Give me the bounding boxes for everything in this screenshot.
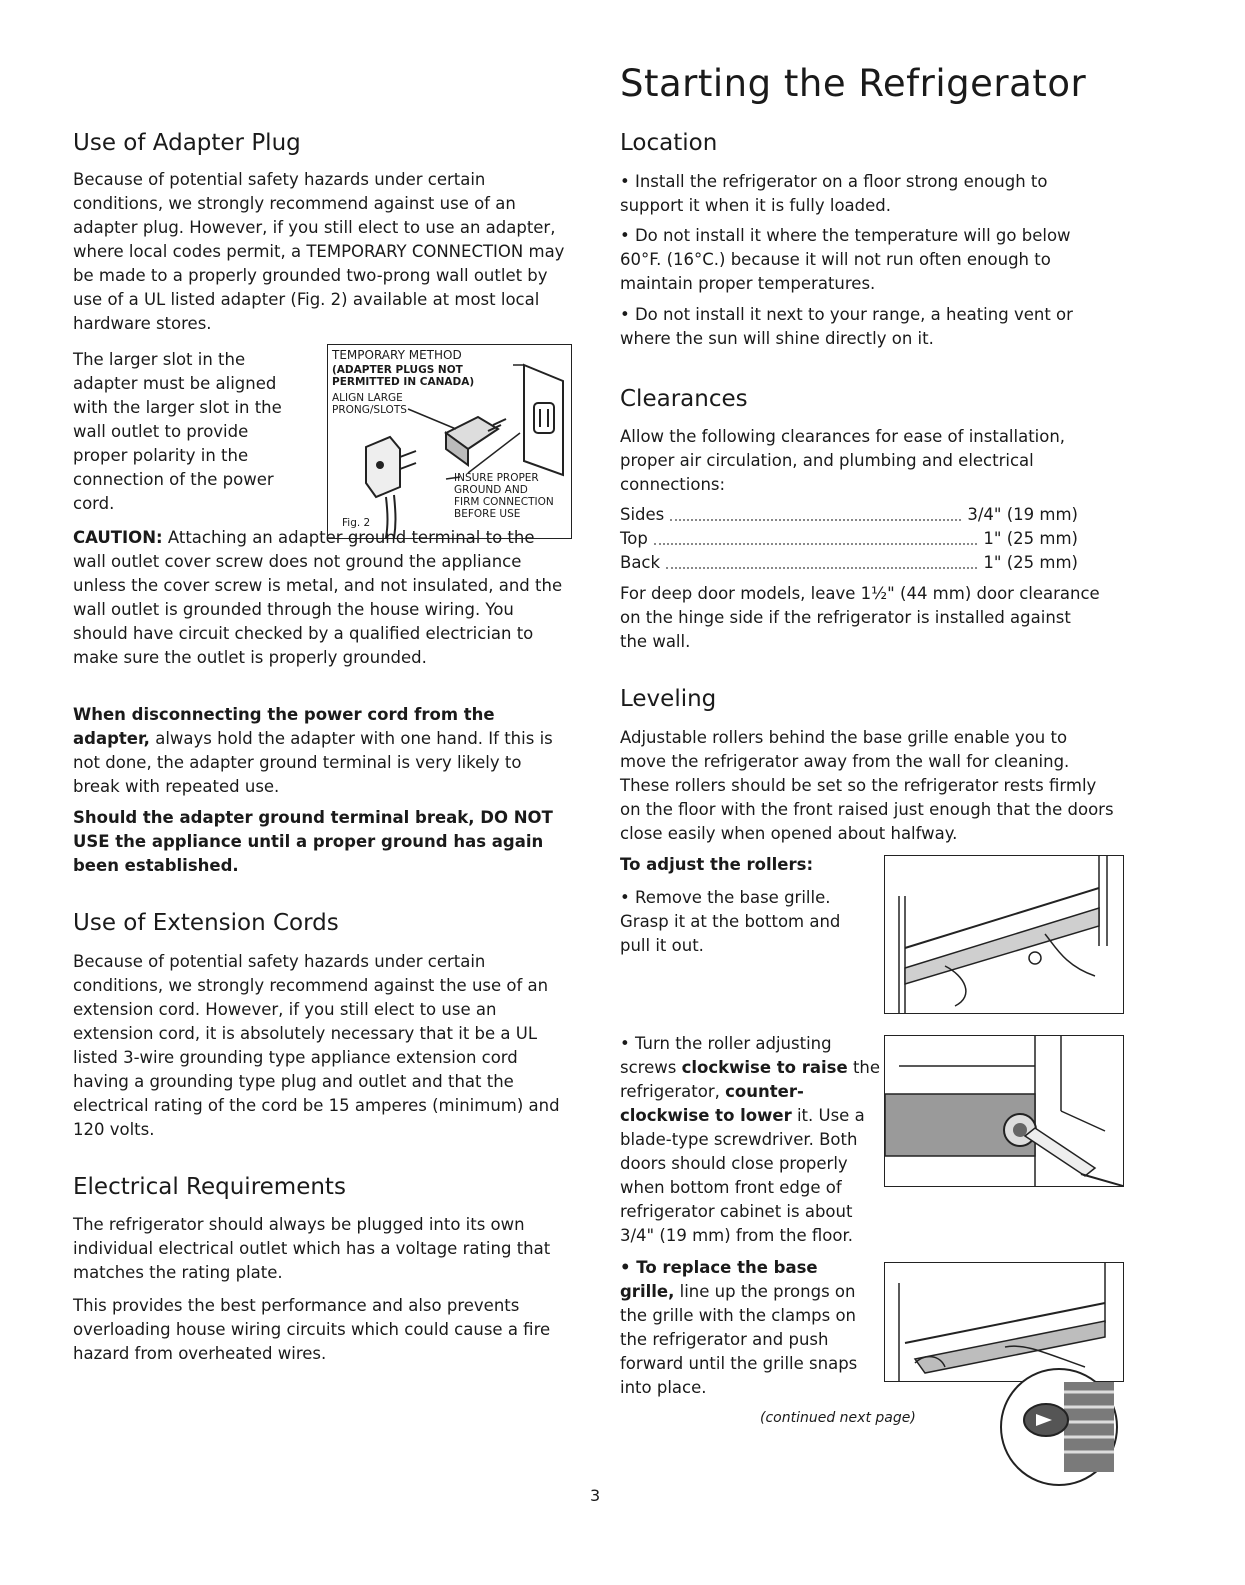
page-number: 3 <box>590 1486 601 1505</box>
extension-text: Because of potential safety hazards under certain conditions, we strongly recommend against the use of an extension cord. However, if you still elect to use an extension cord, it is absolutely necessary that it be a UL listed 3-wire grounding type appliance extension cord having a grounding type plug and outlet and that the electrical rating of the cord be 15 amperes (minimum) and 120 volts. <box>73 952 560 1139</box>
leveling-intro: Adjustable rollers behind the base grille enable you to move the refrigerator away from the wall for cleaning. These rollers should be set so the refrigerator rests firmly on the floor with the front raised just enough that the doors close easily when opened about halfway. <box>620 728 1114 843</box>
clearance-value: 1" (25 mm) <box>983 529 1078 548</box>
grille-clamp-detail <box>994 1362 1124 1492</box>
fig-line-4: ALIGN LARGE <box>332 392 403 404</box>
dot-leader <box>670 503 961 521</box>
deep-door-text: For deep door models, leave 1½" (44 mm) door clearance on the hinge side if the refrigerator is installed against the wall. <box>620 584 1100 651</box>
remove-grille-figure <box>884 855 1124 1014</box>
fig-label: Fig. 2 <box>342 517 371 529</box>
replace-grille-bold: • To replace the base grille, <box>620 1258 818 1301</box>
clearance-value: 3/4" (19 mm) <box>967 505 1078 524</box>
disconnect-text: always hold the adapter with one hand. If this is not done, the adapter ground terminal is very likely to break with repeated use. <box>73 729 553 796</box>
fig-line-9: BEFORE USE <box>454 508 521 520</box>
turn-roller-c: the refrigerator, <box>620 1058 881 1101</box>
turn-roller-d: it. Use a blade-type screwdriver. Both doors should close properly when bottom front edge of refrigerator cabinet is about 3/4" (19 mm) from the floor. <box>620 1106 865 1245</box>
adapter-plug-illustration <box>328 345 571 538</box>
adjust-rollers-heading: To adjust the rollers: <box>620 855 814 874</box>
caution-text: Attaching an adapter ground terminal to the wall outlet cover screw does not ground the appliance unless the cover screw is metal, and not insulated, and the wall outlet is grounded through the house wiring. You should have circuit checked by a qualified electrician to make sure the outlet is properly grounded. <box>73 528 563 667</box>
replace-grille-step <box>620 1256 870 1400</box>
clearance-label: Sides <box>620 505 665 524</box>
disconnect-paragraph <box>73 703 568 799</box>
remove-grille-illustration <box>885 856 1123 1013</box>
adjust-roller-illustration <box>885 1036 1123 1186</box>
electrical-heading: Electrical Requirements <box>73 1174 346 1200</box>
adapter-figure <box>327 344 572 539</box>
disconnect-bold: When disconnecting the power cord from the adapter, <box>73 705 495 748</box>
dot-leader <box>654 527 978 545</box>
extension-heading: Use of Extension Cords <box>73 910 339 936</box>
location-bullet-3: • Do not install it next to your range, a heating vent or where the sun will shine directly on it. <box>620 305 1073 348</box>
caution-paragraph <box>73 526 568 670</box>
electrical-text-2: This provides the best performance and also prevents overloading house wiring circuits which could cause a fire hazard from overheated wires. <box>73 1296 551 1363</box>
fig-line-6: INSURE PROPER <box>454 472 539 484</box>
clearance-row-top <box>620 527 1078 551</box>
turn-roller-clockwise: clockwise to raise <box>681 1058 848 1077</box>
fig-line-7: GROUND AND <box>454 484 528 496</box>
leveling-heading: Leveling <box>620 686 717 712</box>
clearance-value: 1" (25 mm) <box>983 553 1078 572</box>
clearance-label: Back <box>620 553 661 572</box>
dot-leader <box>666 551 977 569</box>
adapter-warning: Should the adapter ground terminal break, DO NOT USE the appliance until a proper ground has again been established. <box>73 808 553 875</box>
clearances-heading: Clearances <box>620 386 748 412</box>
clearances-intro: Allow the following clearances for ease of installation, proper air circulation, and plumbing and electrical connections: <box>620 427 1066 494</box>
page-title: Starting the Refrigerator <box>620 62 1087 105</box>
clearance-label: Top <box>620 529 648 548</box>
location-heading: Location <box>620 130 718 156</box>
adapter-intro: Because of potential safety hazards under certain conditions, we strongly recommend against use of an adapter plug. However, if you still elect to use an adapter, where local codes permit, a TEMPORARY CONNECTION may be made to a properly grounded two-prong wall outlet by use of a UL listed adapter (Fig. 2) available at most local hardware stores. <box>73 170 565 333</box>
clearances-table <box>620 503 1078 575</box>
adjust-roller-figure <box>884 1035 1124 1187</box>
adapter-heading: Use of Adapter Plug <box>73 130 301 156</box>
fig-line-2: (ADAPTER PLUGS NOT <box>332 364 463 376</box>
fig-line-3: PERMITTED IN CANADA) <box>332 376 475 388</box>
electrical-text-1: The refrigerator should always be plugged into its own individual electrical outlet which has a voltage rating that matches the rating plate. <box>73 1215 551 1282</box>
location-bullet-1: • Install the refrigerator on a floor strong enough to support it when it is fully loaded. <box>620 172 1048 215</box>
adapter-slot-text: The larger slot in the adapter must be aligned with the larger slot in the wall outlet to provide proper polarity in the connection of the power cord. <box>73 350 282 513</box>
remove-grille-step: • Remove the base grille. Grasp it at the bottom and pull it out. <box>620 888 841 955</box>
turn-roller-a: • Turn the roller adjusting screws <box>620 1034 832 1077</box>
fig-line-8: FIRM CONNECTION <box>454 496 554 508</box>
replace-grille-text: line up the prongs on the grille with the clamps on the refrigerator and push forward until the grille snaps into place. <box>620 1282 858 1397</box>
clearance-row-sides <box>620 503 1078 527</box>
caution-label: CAUTION: <box>73 528 163 547</box>
location-bullet-2: • Do not install it where the temperature will go below 60°F. (16°C.) because it will not run often enough to maintain proper temperatures. <box>620 226 1071 293</box>
turn-roller-step <box>620 1032 890 1248</box>
clearance-row-back <box>620 551 1078 575</box>
continued-note: (continued next page) <box>760 1410 916 1426</box>
fig-line-5: PRONG/SLOTS <box>332 404 407 416</box>
fig-line-1: TEMPORARY METHOD <box>332 348 462 362</box>
turn-roller-counter: counter-clockwise to lower <box>620 1082 804 1125</box>
